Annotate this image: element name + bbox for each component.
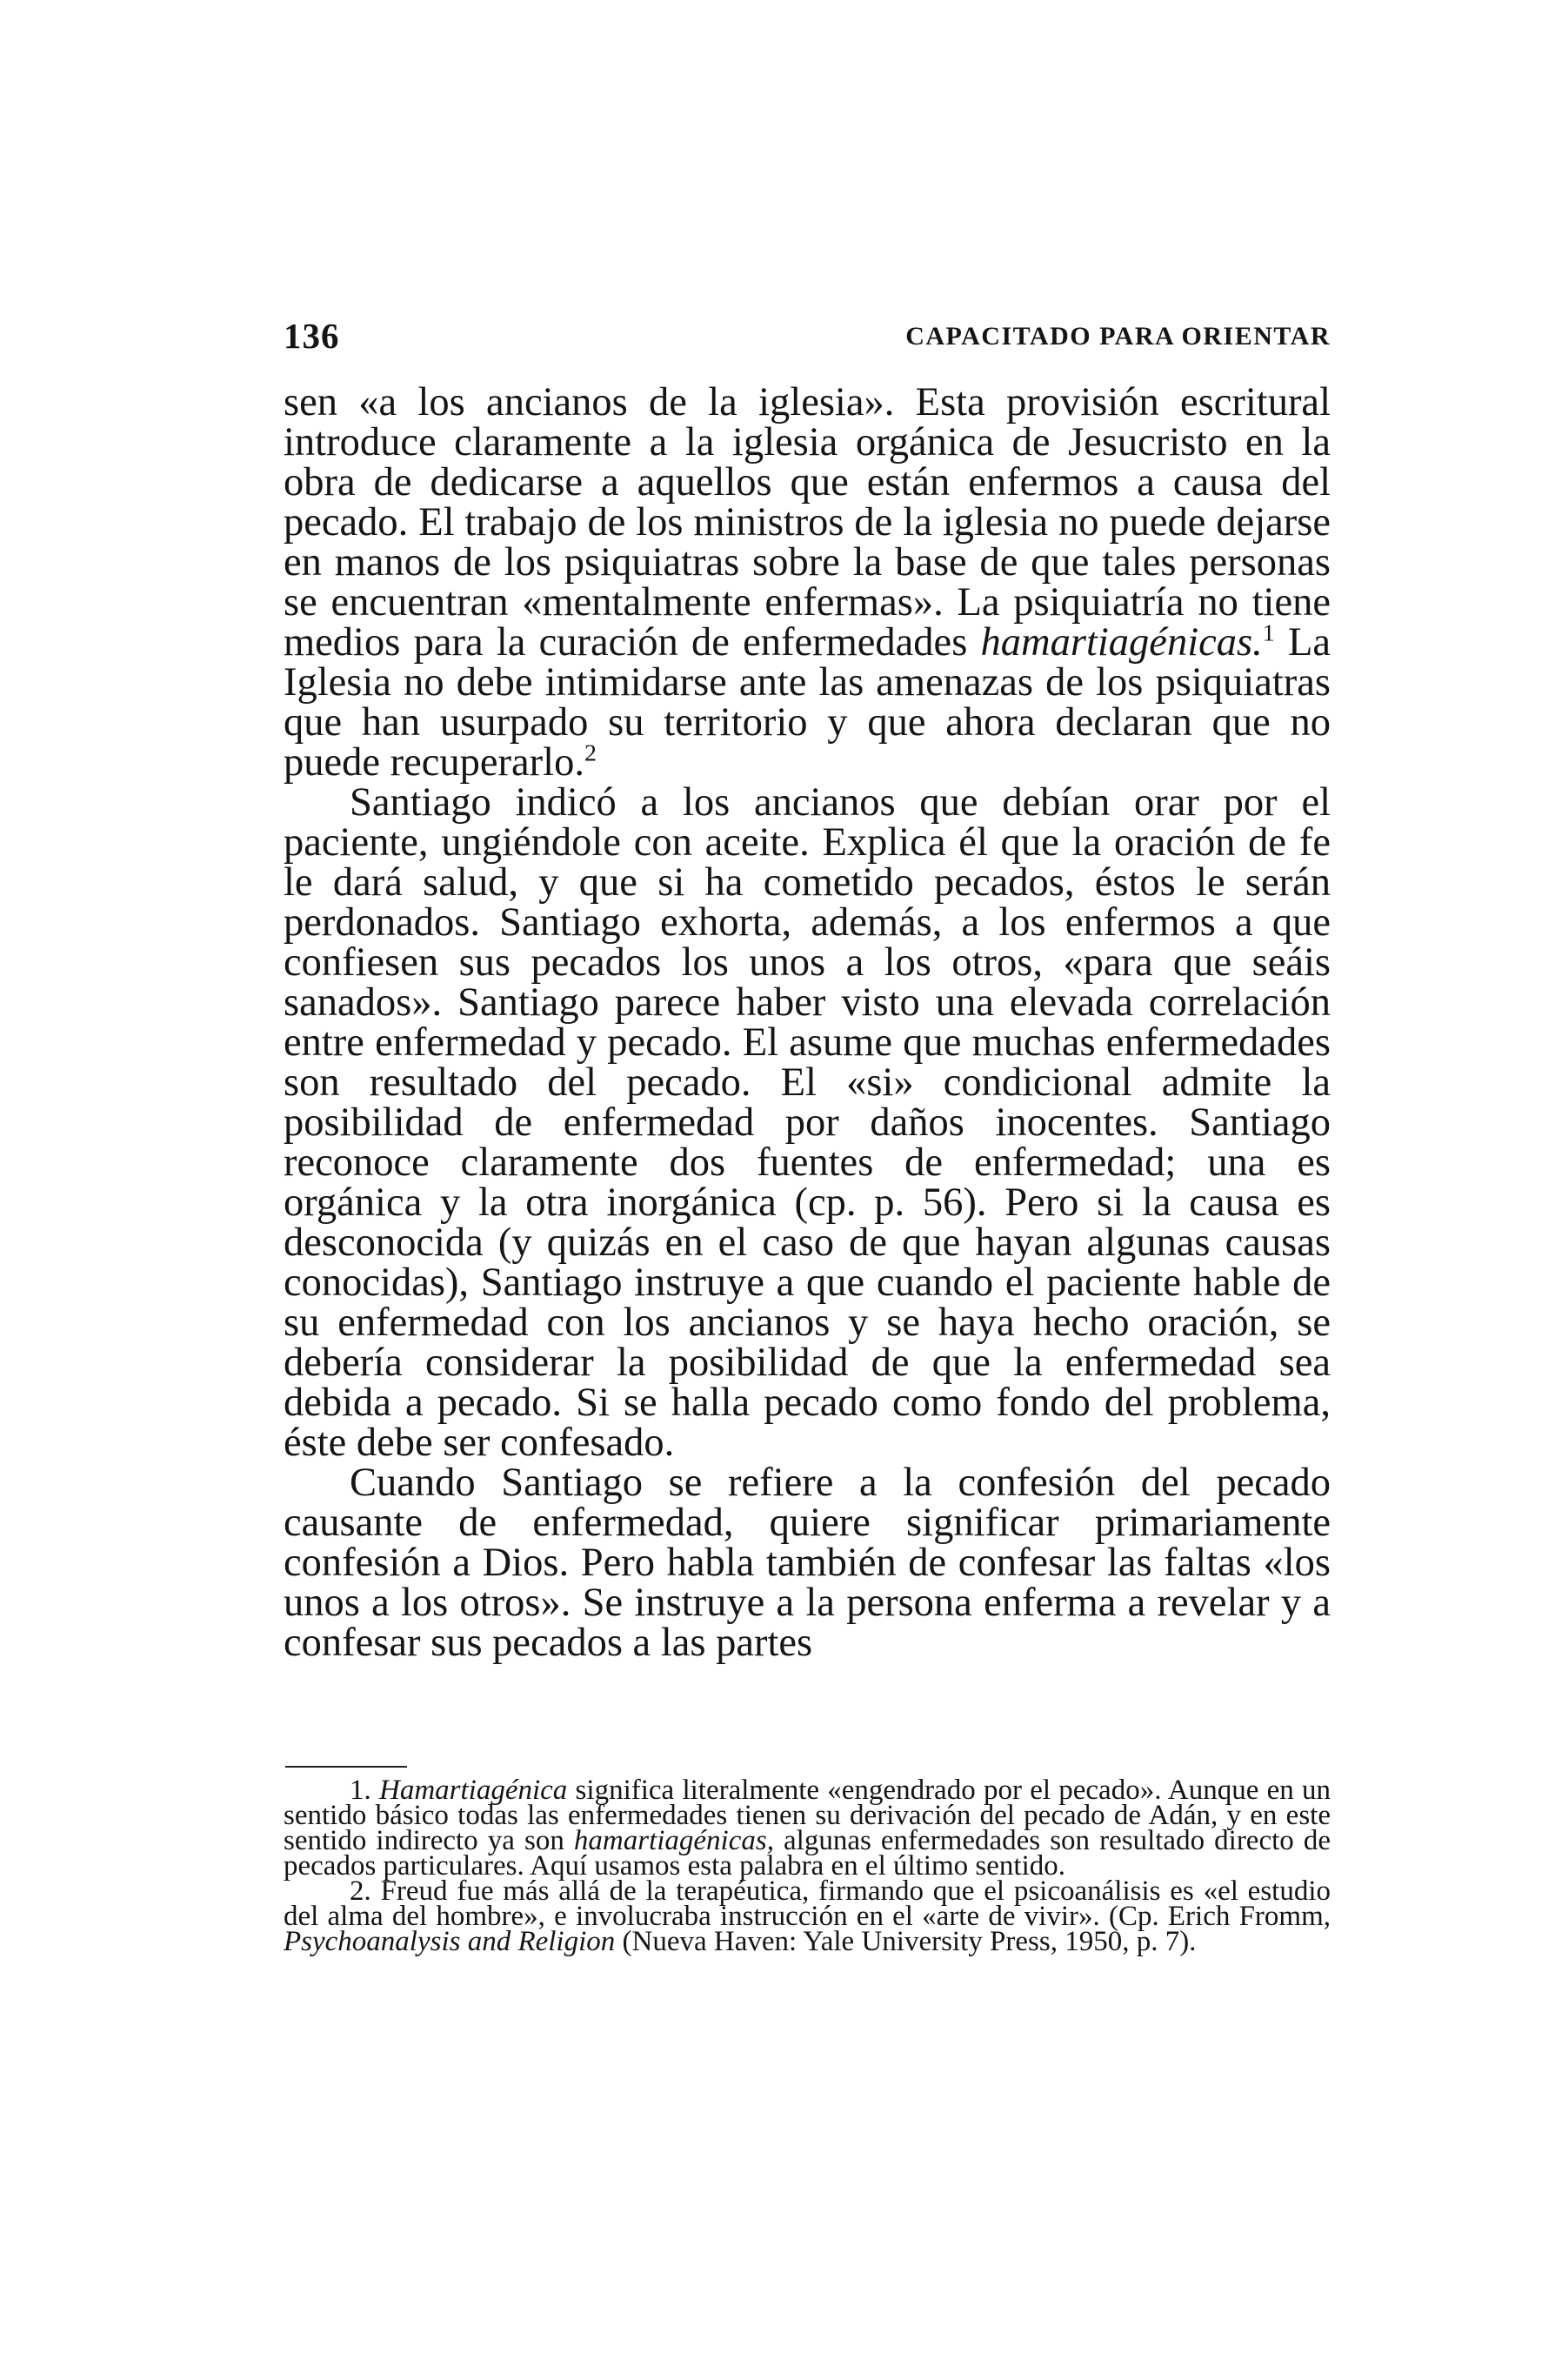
paragraph-2: Santiago indicó a los ancianos que debían orar por el paciente, ungiéndole con aceite. Explica él que la oración de fe le dará salud, y que si ha cometido pecados, éstos le serán perdonados. Santiago exhorta, además, a los enfermos a que confiesen sus pecados los unos a los otros, «para que seáis sanados». Santiago parece haber visto una elevada correlación entre enfermedad y pecado. El asume que muchas enfermedades son resultado del pecado. El «si» condicional admite la posibilidad de enfermedad por daños inocentes. Santiago reconoce claramente dos fuentes de enfermedad; una es orgánica y la otra inorgánica (cp. p. 56). Pero si la causa es desconocida (y quizás en el caso de que hayan algunas causas conocidas), Santiago instruye a que cuando el paciente hable de su enfermedad con los ancianos y se haya hecho oración, se debería considerar la posibilidad de que la enfermedad sea debida a pecado. Si se halla pecado como fondo del problema, éste debe ser confesado. (284, 780, 1331, 1465)
footnote-2-book-title: Psychoanalysis and Religion (284, 1926, 616, 1957)
footnote-2 (284, 1875, 1331, 1957)
footnote-2-text-a: Freud fue más allá de la terapéutica, firmando que el psicoanálisis es «el estudio del alma del hombre», e involucraba instrucción en el «arte de vivir». (Cp. Erich Fromm, (284, 1875, 1331, 1932)
footnote-ref-2: 2 (584, 739, 597, 767)
footnote-1 (284, 1775, 1331, 1882)
main-text (284, 380, 1331, 1665)
italic-term: hamartiagénicas. (980, 620, 1263, 665)
footnote-1-text-b: algunas enfermedades son resultado directo de pecados particulares. Aquí usamos esta palabra en el último sentido. (284, 1825, 1331, 1882)
footnotes (284, 1775, 1331, 1957)
page-header (284, 315, 1331, 367)
footnote-2-number: 2. (350, 1875, 381, 1907)
footnote-rule (285, 1766, 407, 1768)
footnote-1-term: Hamartiagénica (379, 1775, 568, 1806)
footnote-1-number: 1. (350, 1775, 379, 1806)
footnote-1-text-a: significa literalmente «engendrado por el pecado». Aunque en un sentido básico todas las enfermedades tienen su derivación del pecado de Adán, y en este sentido indirecto ya son (284, 1775, 1331, 1856)
paragraph-1-text-b: La Iglesia no debe intimidarse ante las amenazas de los psiquiatras que han usurpado su territorio y que ahora declaran que no puede recuperarlo. (284, 620, 1331, 785)
footnote-1-term-2: hamartiagénicas, (573, 1825, 774, 1856)
paragraph-3: Cuando Santiago se refiere a la confesión del pecado causante de enfermedad, quiere significar primariamente confesión a Dios. Pero habla también de confesar las faltas «los unos a los otros». Se instruye a la persona enferma a revelar y a confesar sus pecados a las partes (284, 1461, 1331, 1665)
running-head: CAPACITADO PARA ORIENTAR (905, 322, 1331, 351)
footnote-2-text-b: (Nueva Haven: Yale University Press, 1950, p. 7). (615, 1926, 1197, 1957)
page-number: 136 (284, 316, 340, 356)
paragraph-1 (284, 380, 1331, 785)
paragraph-1-text-a: sen «a los ancianos de la iglesia». Esta provisión escritural introduce claramente a la iglesia orgánica de Jesucristo en la obra de dedicarse a aquellos que están enfermos a causa del pecado. El trabajo de los ministros de la iglesia no puede dejarse en manos de los psiquiatras sobre la base de que tales personas se encuentran «mentalmente enfermas». La psiquiatría no tiene medios para la curación de enfermedades (284, 380, 1331, 665)
footnote-ref-1: 1 (1262, 619, 1275, 647)
